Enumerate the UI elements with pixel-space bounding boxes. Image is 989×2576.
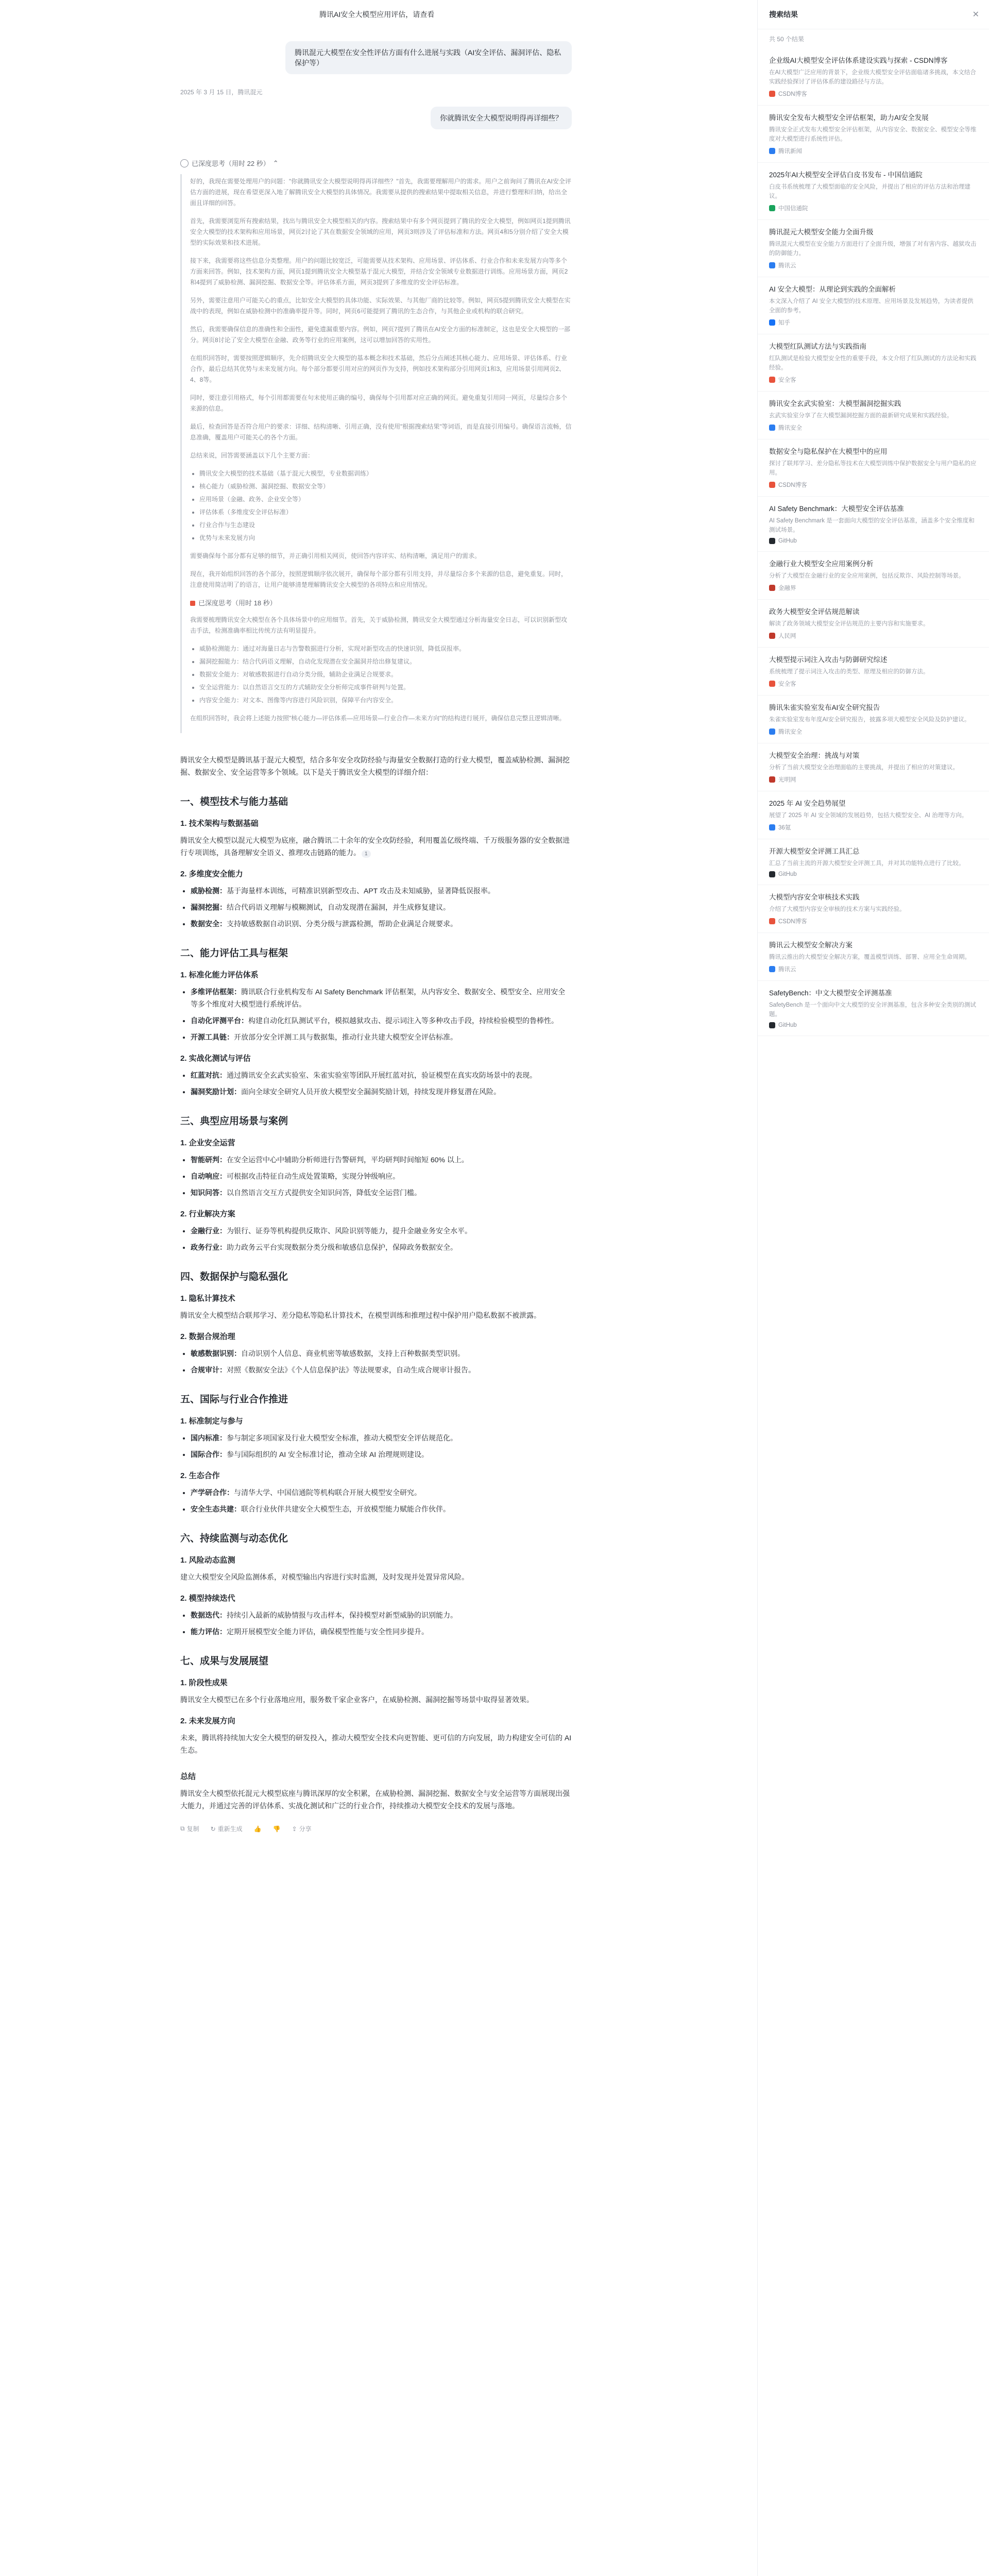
source-favicon-icon: [769, 91, 775, 97]
result-title[interactable]: 腾讯云大模型安全解决方案: [769, 941, 852, 949]
list-item: • 评估体系（多维度安全评估标准）: [199, 507, 572, 518]
result-snippet: 腾讯混元大模型在安全能力方面进行了全面升级，增强了对有害内容、越狱攻击的防御能力。: [769, 241, 977, 257]
source-name: 腾讯云: [778, 967, 796, 973]
subsection-title: 2. 多维度安全能力: [180, 870, 243, 878]
subsection-title: 1. 阶段性成果: [180, 1679, 228, 1687]
think-paragraph: 总结来说，回答需要涵盖以下几个主要方面：: [190, 452, 314, 459]
search-result-item[interactable]: [758, 439, 989, 497]
think-paragraph: 另外，需要注意用户可能关心的重点，比如安全大模型的具体功能、实际效果、与其他厂商的比较等。例如，网页5提到腾讯安全大模型在实战中的表现，例如在威胁检测中的准确率提升等。同时，网页6可能提到了腾讯的生态合作，与其他企业或机构的联合研究。: [190, 297, 571, 315]
result-title[interactable]: 大模型内容安全审核技术实践: [769, 893, 860, 901]
subsection-title: 1. 标准制定与参与: [180, 1417, 243, 1426]
list-item: • 政务行业：助力政务云平台实现数据分类分级和敏感信息保护，保障政务数据安全。: [191, 1241, 572, 1253]
list-item: • 行业合作与生态建设: [199, 520, 572, 531]
result-title[interactable]: 数据安全与隐私保护在大模型中的应用: [769, 448, 888, 455]
list-item: • 开源工具链：开放部分安全评测工具与数据集，推动行业共建大模型安全评估标准。: [191, 1031, 572, 1043]
result-source: [769, 965, 979, 973]
search-result-item[interactable]: [758, 696, 989, 743]
source-name: CSDN博客: [778, 91, 807, 97]
list-item: • 敏感数据识别：自动识别个人信息、商业机密等敏感数据，支持上百种数据类型识别。: [191, 1347, 572, 1360]
list-item: • 国际合作：参与国际组织的 AI 安全标准讨论，推动全球 AI 治理规则建设。: [191, 1448, 572, 1461]
think-paragraph: 在组织回答时，需要按照逻辑顺序，先介绍腾讯安全大模型的基本概念和技术基础，然后分点阐述其核心能力、应用场景、评估体系、行业合作，最后总结其优势与未来发展方向。每个部分都要引用对应的网页作为支持，例如技术架构部分引用网页1和3，应用场景引用网页2、4、8等。: [190, 354, 568, 383]
sub-think-toggle[interactable]: [190, 598, 572, 608]
copy-button[interactable]: [180, 1824, 199, 1833]
search-result-item[interactable]: [758, 48, 989, 106]
list-item: • 知识问答：以自然语言交互方式提供安全知识问答，降低安全运营门槛。: [191, 1187, 572, 1199]
user-message: 腾讯混元大模型在安全性评估方面有什么进展与实践（AI安全评估、漏洞评估、隐私保护等）: [285, 41, 572, 74]
result-snippet: 本文深入介绍了 AI 安全大模型的技术原理、应用场景及发展趋势，为读者提供全面的参考。: [769, 298, 974, 314]
list-item: • 优势与未来发展方向: [199, 533, 572, 544]
result-title[interactable]: 大模型红队测试方法与实践指南: [769, 343, 866, 350]
summary-title: 总结: [180, 1772, 196, 1781]
source-name: 腾讯云: [778, 263, 796, 269]
copy-icon: ⧉: [180, 1825, 185, 1832]
list-item: • 腾讯安全大模型的技术基础（基于混元大模型，专业数据训练）: [199, 468, 572, 479]
result-source: [769, 376, 979, 384]
source-name: GitHub: [778, 871, 797, 877]
result-title[interactable]: AI Safety Benchmark：大模型安全评估基准: [769, 505, 904, 513]
result-snippet: 汇总了当前主流的开源大模型安全评测工具，并对其功能特点进行了比较。: [769, 860, 965, 867]
source-favicon-icon: [769, 681, 775, 687]
source-name: 腾讯安全: [778, 425, 802, 431]
think-paragraph: 然后，我需要确保信息的准确性和全面性，避免遗漏重要内容。例如，网页7提到了腾讯在AI安全方面的标准制定，这也是安全大模型的一部分。网页8讨论了安全大模型在金融、政务等行业的应用案例，这可以增加回答的实用性。: [190, 326, 571, 344]
think-paragraph: 我需要梳理腾讯安全大模型在各个具体场景中的应用细节。首先，关于威胁检测，腾讯安全大模型通过分析海量安全日志，可以识别新型攻击手法，检测准确率相比传统方法有明显提升。: [190, 616, 568, 634]
source-name: 人民网: [778, 633, 796, 639]
message-meta: 2025 年 3 月 15 日，腾讯混元: [180, 89, 263, 96]
think-label: 已深度思考（用时 22 秒）: [192, 160, 270, 167]
think-icon: [180, 159, 189, 167]
search-result-item[interactable]: [758, 334, 989, 392]
chevron-up-icon: ⌃: [272, 159, 279, 167]
search-result-item[interactable]: [758, 743, 989, 791]
source-favicon-icon: [769, 319, 775, 326]
source-favicon-icon: [769, 262, 775, 268]
source-favicon-icon: [769, 966, 775, 972]
source-favicon-icon: [769, 1022, 775, 1028]
answer-list: [191, 1486, 572, 1515]
source-favicon-icon: [769, 824, 775, 831]
search-result-item[interactable]: [758, 933, 989, 981]
logo-icon: [190, 601, 195, 606]
search-result-item[interactable]: [758, 839, 989, 885]
like-button[interactable]: [254, 1825, 262, 1833]
subsection-title: 1. 企业安全运营: [180, 1139, 235, 1147]
answer-list: [191, 885, 572, 930]
section-title: 四、数据保护与隐私强化: [180, 1272, 288, 1282]
result-source: [769, 318, 979, 327]
answer-paragraph: 未来，腾讯将持续加大安全大模型的研发投入，推动大模型安全技术向更智能、更可信的方向发展，助力构建安全可信的 AI 生态。: [180, 1734, 572, 1754]
source-favicon-icon: [769, 633, 775, 639]
think-list: [199, 643, 572, 706]
share-label: 分享: [299, 1825, 312, 1833]
thinking-content: [180, 174, 572, 733]
chat-header: [0, 0, 742, 29]
result-source: [769, 584, 979, 592]
source-favicon-icon: [769, 728, 775, 735]
result-source: [769, 775, 979, 784]
search-result-item[interactable]: [758, 277, 989, 334]
result-snippet: 朱雀实验室发布年度AI安全研究报告，披露多项大模型安全风险及防护建议。: [769, 717, 970, 723]
result-snippet: 在AI大模型广泛应用的背景下，企业级大模型安全评估面临诸多挑战，本文结合实践经验探讨了评估体系的建设路径与方法。: [769, 70, 976, 85]
list-item: • 漏洞奖励计划：面向全球安全研究人员开放大模型安全漏洞奖励计划，持续发现并修复潜在风险。: [191, 1086, 572, 1098]
source-name: 腾讯新闻: [778, 148, 802, 155]
result-source: [769, 147, 979, 155]
section-title: 一、模型技术与能力基础: [180, 796, 288, 807]
share-button[interactable]: [292, 1824, 312, 1833]
result-title[interactable]: 腾讯安全玄武实验室：大模型漏洞挖掘实践: [769, 400, 901, 408]
result-snippet: 腾讯安全正式发布大模型安全评估框架，从内容安全、数据安全、模型安全等维度对大模型进行系统性评估。: [769, 127, 977, 142]
section-title: 二、能力评估工具与框架: [180, 948, 288, 959]
list-item: • 数据安全：支持敏感数据自动识别、分类分级与泄露检测，帮助企业满足合规要求。: [191, 918, 572, 930]
list-item: • 自动响应：可根据攻击特征自动生成处置策略，实现分钟级响应。: [191, 1170, 572, 1182]
list-item: • 威胁检测能力：通过对海量日志与告警数据进行分析，实现对新型攻击的快速识别，降低误报率。: [199, 643, 572, 654]
subsection-title: 1. 技术架构与数据基础: [180, 819, 259, 828]
think-list: [199, 468, 572, 544]
list-item: • 核心能力（威胁检测、漏洞挖掘、数据安全等）: [199, 481, 572, 492]
subsection-title: 1. 隐私计算技术: [180, 1294, 235, 1303]
answer-list: [191, 1347, 572, 1376]
section-title: 三、典型应用场景与案例: [180, 1116, 288, 1127]
search-result-item[interactable]: [758, 981, 989, 1036]
chat-title[interactable]: 腾讯AI安全大模型应用评估，请查看: [319, 10, 435, 19]
result-snippet: 系统梳理了提示词注入攻击的类型、原理及相应的防御方法。: [769, 669, 929, 675]
regenerate-button[interactable]: [211, 1824, 243, 1833]
source-name: 腾讯安全: [778, 729, 802, 735]
list-item: • 自动化评测平台：构建自动化红队测试平台，模拟越狱攻击、提示词注入等多种攻击手段，持续检验模型的鲁棒性。: [191, 1014, 572, 1027]
source-name: 光明网: [778, 777, 796, 783]
result-snippet: 腾讯云推出的大模型安全解决方案，覆盖模型训练、部署、应用全生命周期。: [769, 954, 970, 960]
search-result-item[interactable]: [758, 552, 989, 600]
subsection-title: 2. 数据合规治理: [180, 1332, 235, 1341]
source-name: GitHub: [778, 538, 797, 544]
source-favicon-icon: [769, 585, 775, 591]
citation-badge[interactable]: 1: [362, 850, 371, 858]
result-source: [769, 538, 979, 544]
list-item: • 漏洞挖掘能力：结合代码语义理解，自动化发现潜在安全漏洞并给出修复建议。: [199, 656, 572, 667]
search-result-item[interactable]: [758, 791, 989, 839]
result-title[interactable]: 金融行业大模型安全应用案例分析: [769, 560, 874, 568]
result-title[interactable]: 2025年AI大模型安全评估白皮书发布 - 中国信通院: [769, 171, 923, 179]
result-source: [769, 423, 979, 432]
think-paragraph: 现在，我开始组织回答的各个部分，按照逻辑顺序依次展开，确保每个部分都有引用支持，并尽量综合多个来源的信息，避免重复。同时，注意使用简洁明了的语言，让用户能够清楚理解腾讯安全大模型的各项特点和应用情况。: [190, 570, 568, 588]
result-snippet: 红队测试是检验大模型安全性的重要手段，本文介绍了红队测试的方法论和实践经验。: [769, 355, 977, 371]
answer-paragraph: 建立大模型安全风险监测体系，对模型输出内容进行实时监测，及时发现并处置异常风险。: [180, 1573, 469, 1581]
result-source: [769, 261, 979, 269]
share-icon: ⇪: [292, 1825, 297, 1833]
sidebar-header: [758, 0, 989, 29]
result-title[interactable]: 腾讯朱雀实验室发布AI安全研究报告: [769, 704, 880, 711]
list-item: • 能力评估：定期开展模型安全能力评估，确保模型性能与安全性同步提升。: [191, 1625, 572, 1638]
result-source: [769, 680, 979, 688]
result-title[interactable]: AI 安全大模型：从理论到实践的全面解析: [769, 285, 896, 293]
answer-list: [191, 1609, 572, 1638]
result-snippet: 分析了当前大模型安全治理面临的主要挑战，并提出了相应的对策建议。: [769, 765, 959, 771]
source-name: CSDN博客: [778, 919, 807, 925]
think-paragraph: 在组织回答时，我会将上述能力按照"核心能力—评估体系—应用场景—行业合作—未来方向"的结构进行展开，确保信息完整且逻辑清晰。: [190, 715, 566, 722]
answer-paragraph: 腾讯安全大模型以混元大模型为底座，融合腾讯二十余年的安全攻防经验，利用覆盖亿级终端、千万级服务器的安全数据进行专项训练，具备理解安全语义、推理攻击链路的能力。 1: [180, 836, 570, 857]
source-favicon-icon: [769, 776, 775, 783]
think-paragraph: 好的，我现在需要处理用户的问题："你就腾讯安全大模型说明得再详细些？"首先，我需要理解用户的需求。用户之前询问了腾讯在AI安全评估方面的进展，现在希望更深入地了解腾讯安全大模型的具体情况。我需要从提供的搜索结果中提取相关信息，并进行整理和归纳，给出全面且详细的回答。: [190, 178, 571, 207]
list-item: • 智能研判：在安全运营中心中辅助分析师进行告警研判，平均研判时间缩短 60% 以上。: [191, 1154, 572, 1166]
subsection-title: 2. 行业解决方案: [180, 1210, 235, 1218]
source-name: 安全客: [778, 681, 796, 687]
subsection-title: 2. 模型持续迭代: [180, 1594, 235, 1603]
summary-paragraph: 腾讯安全大模型依托混元大模型底座与腾讯深厚的安全积累，在威胁检测、漏洞挖掘、数据安全与安全运营等方面展现出强大能力，并通过完善的评估体系、实战化测试和广泛的行业合作，持续推动大模型安全技术的发展与落地。: [180, 1789, 570, 1810]
answer-list: [191, 1154, 572, 1199]
think-paragraph: 首先，我需要浏览所有搜索结果，找出与腾讯安全大模型相关的内容。搜索结果中有多个网页提到了腾讯的安全大模型，例如网页1提到腾讯安全大模型的技术架构和应用场景，网页2讨论了其在数据安全领域的应用，网页3则涉及了评估标准和方法。网页4和5分别介绍了安全大模型的实际效果和技术进展。: [190, 217, 571, 246]
source-favicon-icon: [769, 205, 775, 211]
regenerate-label: 重新生成: [217, 1825, 243, 1833]
search-results-sidebar: [757, 0, 989, 2576]
source-favicon-icon: [769, 377, 775, 383]
deep-think-toggle[interactable]: [180, 158, 572, 168]
section-title: 五、国际与行业合作推进: [180, 1394, 288, 1405]
think-paragraph: 同时，要注意引用格式，每个引用都需要在句末使用正确的编号，确保每个引用都对应正确的网页。避免重复引用同一网页，尽量综合多个来源的信息。: [190, 394, 568, 412]
result-source: [769, 90, 979, 98]
source-name: 中国信通院: [778, 206, 808, 212]
result-snippet: 介绍了大模型内容安全审核的技术方案与实践经验。: [769, 906, 906, 912]
results-list: [758, 48, 989, 1036]
result-snippet: 白皮书系统梳理了大模型面临的安全风险，并提出了相应的评估方法和治理建议。: [769, 184, 970, 199]
source-name: 36氪: [778, 825, 791, 831]
result-title[interactable]: 企业级AI大模型安全评估体系建设实践与探索 - CSDN博客: [769, 57, 948, 64]
result-title[interactable]: 腾讯混元大模型安全能力全面升级: [769, 228, 874, 236]
thumbs-up-icon: 👍: [253, 1825, 262, 1833]
result-source: [769, 727, 979, 736]
think-label: 已深度思考（用时 18 秒）: [198, 599, 277, 607]
subsection-title: 2. 未来发展方向: [180, 1717, 235, 1725]
list-item: • 红蓝对抗：通过腾讯安全玄武实验室、朱雀实验室等团队开展红蓝对抗，验证模型在真实攻防场景中的表现。: [191, 1069, 572, 1081]
list-item: • 金融行业：为银行、证券等机构提供反欺诈、风险识别等能力，提升金融业务安全水平。: [191, 1225, 572, 1237]
subsection-title: 1. 风险动态监测: [180, 1556, 235, 1565]
search-result-item[interactable]: [758, 497, 989, 552]
answer-list: [191, 1069, 572, 1098]
think-paragraph: 接下来，我需要将这些信息分类整理。用户的问题比较宽泛，可能需要从技术架构、应用场景、评估体系、行业合作和未来发展方向等多个方面来回答。例如，技术架构方面，网页1提到腾讯安全大模型基于混元大模型，并结合安全领域专业数据进行训练。应用场景方面，网页2和4提到了威胁检测、漏洞挖掘、数据安全等。评估体系方面，网页3提到了多维度的安全评估标准。: [190, 257, 568, 286]
result-title[interactable]: 政务大模型安全评估规范解读: [769, 608, 860, 616]
list-item: • 数据安全能力：对敏感数据进行自动分类分级，辅助企业满足合规要求。: [199, 669, 572, 680]
result-snippet: 展望了 2025 年 AI 安全领域的发展趋势，包括大模型安全、AI 治理等方向。: [769, 812, 968, 819]
search-result-item[interactable]: [758, 600, 989, 648]
user-message: 你就腾讯安全大模型说明得再详细些？: [431, 107, 572, 129]
answer-paragraph: 腾讯安全大模型已在多个行业落地应用，服务数千家企业客户，在威胁检测、漏洞挖掘等场景中取得显著效果。: [180, 1696, 534, 1704]
result-snippet: AI Safety Benchmark 是一套面向大模型的安全评估基准，涵盖多个安全维度和测试场景。: [769, 518, 975, 533]
section-title: 七、成果与发展展望: [180, 1656, 269, 1667]
source-name: 知乎: [778, 320, 790, 326]
source-name: 金融界: [778, 585, 796, 591]
message-actions: [180, 1824, 572, 1833]
search-result-item[interactable]: [758, 885, 989, 933]
subsection-title: 2. 生态合作: [180, 1471, 220, 1480]
result-snippet: SafetyBench 是一个面向中文大模型的安全评测基准，包含多种安全类别的测试题。: [769, 1002, 976, 1018]
search-result-item[interactable]: [758, 163, 989, 220]
list-item: • 产学研合作：与清华大学、中国信通院等机构联合开展大模型安全研究。: [191, 1486, 572, 1499]
list-item: • 漏洞挖掘：结合代码语义理解与模糊测试，自动发现潜在漏洞，并生成修复建议。: [191, 901, 572, 913]
search-result-item[interactable]: [758, 220, 989, 277]
source-name: GitHub: [778, 1022, 797, 1028]
think-paragraph: 需要确保每个部分都有足够的细节，并正确引用相关网页，使回答内容详实、结构清晰，满足用户的需求。: [190, 552, 481, 560]
result-source: [769, 871, 979, 877]
search-result-item[interactable]: [758, 106, 989, 163]
result-source: [769, 632, 979, 640]
result-snippet: 分析了大模型在金融行业的安全应用案例，包括反欺诈、风险控制等场景。: [769, 573, 965, 579]
results-count: 共 50 个结果: [769, 36, 805, 43]
result-title[interactable]: 2025 年 AI 安全趋势展望: [769, 800, 846, 807]
result-title[interactable]: 大模型提示词注入攻击与防御研究综述: [769, 656, 888, 664]
subsection-title: 1. 标准化能力评估体系: [180, 971, 259, 979]
source-favicon-icon: [769, 425, 775, 431]
source-favicon-icon: [769, 148, 775, 154]
source-favicon-icon: [769, 918, 775, 924]
dislike-button[interactable]: [273, 1825, 281, 1833]
list-item: • 安全运营能力：以自然语言交互的方式辅助安全分析师完成事件研判与处置。: [199, 682, 572, 693]
close-icon[interactable]: ✕: [972, 10, 979, 19]
result-title[interactable]: 腾讯安全发布大模型安全评估框架，助力AI安全发展: [769, 114, 929, 122]
list-item: • 内容安全能力：对文本、图像等内容进行风险识别，保障平台内容安全。: [199, 695, 572, 706]
refresh-icon: ↻: [210, 1825, 216, 1833]
think-paragraph: 最后，检查回答是否符合用户的要求：详细、结构清晰、引用正确，没有使用"根据搜索结果"等词语，而是直接引用编号。确保语言流畅，信息准确，覆盖用户可能关心的各个方面。: [190, 423, 572, 441]
sidebar-title: 搜索结果: [769, 10, 798, 19]
result-snippet: 探讨了联邦学习、差分隐私等技术在大模型训练中保护数据安全与用户隐私的应用。: [769, 461, 977, 476]
subsection-title: 2. 实战化测试与评估: [180, 1054, 251, 1063]
result-source: [769, 481, 979, 489]
search-result-item[interactable]: [758, 392, 989, 439]
list-item: • 安全生态共建：联合行业伙伴共建安全大模型生态，开放模型能力赋能合作伙伴。: [191, 1503, 572, 1515]
result-title[interactable]: 大模型安全治理：挑战与对策: [769, 752, 860, 759]
result-source: [769, 1022, 979, 1028]
thumbs-down-icon: 👎: [272, 1825, 281, 1833]
assistant-answer: [180, 754, 572, 1812]
source-favicon-icon: [769, 538, 775, 544]
result-title[interactable]: SafetyBench：中文大模型安全评测基准: [769, 989, 892, 997]
source-name: 安全客: [778, 377, 796, 383]
list-item: • 应用场景（金融、政务、企业安全等）: [199, 494, 572, 505]
answer-list: [191, 986, 572, 1043]
copy-label: 复制: [186, 1825, 199, 1833]
search-result-item[interactable]: [758, 648, 989, 696]
answer-list: [191, 1432, 572, 1461]
answer-list: [191, 1225, 572, 1253]
list-item: • 国内标准：参与制定多项国家及行业大模型安全标准，推动大模型安全评估规范化。: [191, 1432, 572, 1444]
list-item: • 数据迭代：持续引入最新的威胁情报与攻击样本，保持模型对新型威胁的识别能力。: [191, 1609, 572, 1621]
list-item: • 合规审计：对照《数据安全法》《个人信息保护法》等法规要求，自动生成合规审计报告。: [191, 1364, 572, 1376]
source-favicon-icon: [769, 871, 775, 877]
source-favicon-icon: [769, 482, 775, 488]
answer-paragraph: 腾讯安全大模型结合联邦学习、差分隐私等隐私计算技术，在模型训练和推理过程中保护用户隐私数据不被泄露。: [180, 1311, 541, 1319]
result-title[interactable]: 开源大模型安全评测工具汇总: [769, 848, 860, 855]
result-source: [769, 823, 979, 832]
result-snippet: 解读了政务领域大模型安全评估规范的主要内容和实施要求。: [769, 621, 929, 627]
list-item: • 多维评估框架：腾讯联合行业机构发布 AI Safety Benchmark 评估框架，从内容安全、数据安全、模型安全、应用安全等多个维度对大模型进行系统评估。: [191, 986, 572, 1010]
source-name: CSDN博客: [778, 482, 807, 488]
section-title: 六、持续监测与动态优化: [180, 1533, 288, 1544]
list-item: • 威胁检测：基于海量样本训练，可精准识别新型攻击、APT 攻击及未知威胁，显著降低误报率。: [191, 885, 572, 897]
result-snippet: 玄武实验室分享了在大模型漏洞挖掘方面的最新研究成果和实践经验。: [769, 413, 953, 419]
result-source: [769, 204, 979, 212]
answer-intro: 腾讯安全大模型是腾讯基于混元大模型，结合多年安全攻防经验与海量安全数据打造的行业大模型，覆盖威胁检测、漏洞挖掘、数据安全、安全运营等多个领域。以下是关于腾讯安全大模型的详细介绍：: [180, 756, 570, 776]
result-source: [769, 917, 979, 925]
